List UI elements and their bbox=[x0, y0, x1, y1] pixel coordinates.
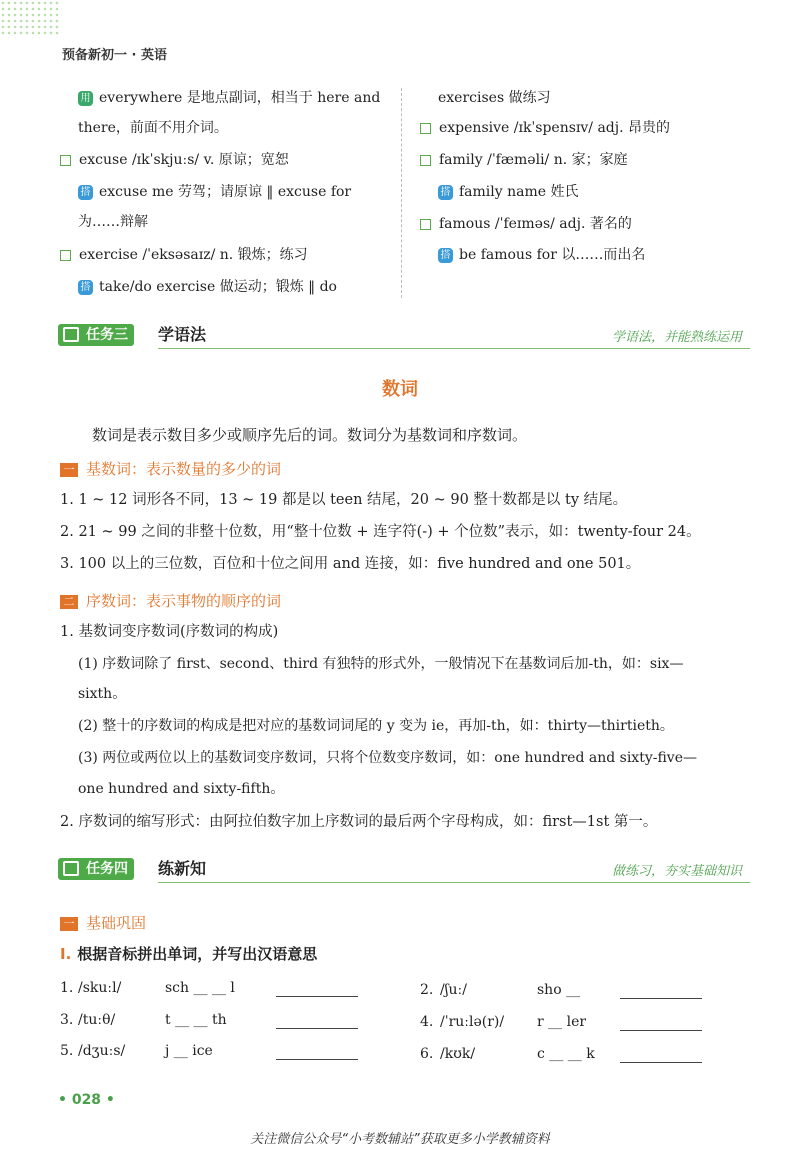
ordinal-sub1-line1: (1) 序数词除了 first、second、third 有独特的形式外，一般情况下在基数词后加-th，如：six— bbox=[78, 656, 684, 672]
task4-label-text: 任务四 bbox=[86, 861, 128, 877]
exercise-entry-text: exercise /ˈeksəsaɪz/ n. 锻炼；练习 bbox=[79, 247, 308, 263]
task4-label bbox=[58, 858, 134, 880]
checkbox-icon bbox=[60, 155, 71, 166]
vocab-entry-expensive bbox=[420, 118, 670, 138]
everywhere-note-line1 bbox=[78, 88, 380, 108]
book-icon bbox=[63, 327, 79, 342]
family-phrase-text: family name 姓氏 bbox=[459, 184, 579, 200]
task4-hint: 做练习，夯实基础知识 bbox=[611, 864, 742, 879]
section-cardinal-title: 基数词：表示数量的多少的词 bbox=[86, 460, 282, 478]
practice-section-title: 基础巩固 bbox=[86, 914, 147, 932]
vocab-entry-famous bbox=[420, 214, 632, 234]
exercise-item-phonetic: /ˈruːlə(r)/ bbox=[440, 1014, 505, 1030]
task3-bar bbox=[58, 324, 750, 348]
ordinal-item-1: 1. 基数词变序数词(序数词的构成) bbox=[60, 624, 279, 640]
checkbox-icon bbox=[420, 219, 431, 230]
task4-name: 练新知 bbox=[158, 859, 207, 878]
section-ordinal-heading bbox=[60, 590, 281, 611]
excuse-phrase-text-1: excuse me 劳驾；请原谅 ‖ excuse for bbox=[99, 184, 352, 200]
family-phrase-line bbox=[438, 182, 579, 202]
question-heading bbox=[60, 944, 317, 964]
expensive-entry-text: expensive /ɪkˈspensɪv/ adj. 昂贵的 bbox=[439, 120, 671, 136]
footer-note: 关注微信公众号“小考数辅站”获取更多小学教辅资料 bbox=[250, 1132, 550, 1147]
excuse-phrase-line2: 为……辩解 bbox=[78, 214, 148, 230]
page-number: • 028 • bbox=[58, 1092, 115, 1108]
excuse-entry-text: excuse /ɪkˈskjuːs/ v. 原谅；宽恕 bbox=[79, 152, 289, 168]
everywhere-note-text-1: everywhere 是地点副词，相当于 here and bbox=[99, 90, 381, 106]
exercise-item-phonetic: /tuːθ/ bbox=[78, 1012, 116, 1028]
exercise-item-word: t __ __ th bbox=[165, 1012, 227, 1028]
ordinal-sub3-line1: (3) 两位或两位以上的基数词变序数词，只将个位数变序数词，如：one hundred and sixty-five— bbox=[78, 750, 697, 766]
grammar-title: 数词 bbox=[382, 379, 418, 400]
notes-icon bbox=[63, 861, 79, 876]
exercise-item-number: 1. bbox=[60, 980, 74, 996]
vocab-entry-excuse bbox=[60, 150, 289, 170]
exercise-item-number: 4. bbox=[420, 1014, 434, 1030]
answer-blank[interactable] bbox=[620, 1030, 702, 1031]
famous-entry-text: famous /ˈfeɪməs/ adj. 著名的 bbox=[439, 216, 632, 232]
cardinal-item-1: 1. 1 ~ 12 词形各不同，13 ~ 19 都是以 teen 结尾，20 ~ 90 整十数都是以 ty 结尾。 bbox=[60, 492, 628, 508]
task3-rule bbox=[158, 348, 750, 349]
task4-rule bbox=[158, 882, 750, 883]
exercise-item-number: 6. bbox=[420, 1046, 434, 1062]
section-cardinal-heading bbox=[60, 458, 281, 479]
exercise-item-phonetic: /skuːl/ bbox=[78, 980, 122, 996]
famous-phrase-line bbox=[438, 245, 645, 265]
ordinal-sub1-line2: sixth。 bbox=[78, 686, 127, 702]
collocation-tag-icon: 搭 bbox=[78, 185, 93, 200]
checkbox-icon bbox=[60, 250, 71, 261]
answer-blank[interactable] bbox=[620, 1062, 702, 1063]
page-number-text: 028 bbox=[71, 1092, 102, 1108]
collocation-tag-icon: 搭 bbox=[78, 280, 93, 295]
exercise-item-word: c __ __ k bbox=[537, 1046, 595, 1062]
family-entry-text: family /ˈfæməli/ n. 家；家庭 bbox=[439, 152, 628, 168]
task3-hint: 学语法，并能熟练运用 bbox=[611, 330, 742, 345]
answer-blank[interactable] bbox=[620, 998, 702, 999]
cardinal-item-2: 2. 21 ~ 99 之间的非整十位数，用“整十位数 + 连字符(-) + 个位数”表示，如：twenty-four 24。 bbox=[60, 524, 701, 540]
exercise-item-number: 2. bbox=[420, 982, 434, 998]
task4-bar bbox=[58, 858, 750, 882]
exercise-item-number: 5. bbox=[60, 1043, 74, 1059]
exercise-item-word: sho __ bbox=[537, 982, 581, 998]
question-roman-numeral: I. bbox=[60, 945, 72, 963]
famous-phrase-text: be famous for 以……而出名 bbox=[459, 247, 646, 263]
exercise-item-phonetic: /kʊk/ bbox=[440, 1046, 476, 1062]
exercise-item-phonetic: /dʒuːs/ bbox=[78, 1043, 126, 1059]
grammar-intro: 数词是表示数目多少或顺序先后的词。数词分为基数词和序数词。 bbox=[92, 426, 528, 444]
collocation-tag-icon: 搭 bbox=[438, 248, 453, 263]
excuse-phrase-line1 bbox=[78, 182, 351, 202]
answer-blank[interactable] bbox=[276, 1028, 358, 1029]
section-number-badge: 二 bbox=[60, 595, 78, 609]
checkbox-icon bbox=[420, 155, 431, 166]
task3-name: 学语法 bbox=[158, 325, 207, 344]
section-number-badge: 一 bbox=[60, 463, 78, 477]
cardinal-item-3: 3. 100 以上的三位数，百位和十位之间用 and 连接，如：five hundred and one 501。 bbox=[60, 556, 641, 572]
section-ordinal-title: 序数词：表示事物的顺序的词 bbox=[86, 592, 282, 610]
vocab-entry-family bbox=[420, 150, 628, 170]
collocation-tag-icon: 搭 bbox=[438, 185, 453, 200]
answer-blank[interactable] bbox=[276, 1059, 358, 1060]
exercise-item-word: j __ ice bbox=[165, 1043, 213, 1059]
ordinal-item-2: 2. 序数词的缩写形式：由阿拉伯数字加上序数词的最后两个字母构成，如：first—1st 第一。 bbox=[60, 814, 658, 830]
everywhere-note-line2: there，前面不用介词。 bbox=[78, 120, 228, 136]
column-divider bbox=[401, 88, 402, 298]
corner-dot-pattern bbox=[0, 0, 62, 38]
vocab-entry-exercise bbox=[60, 245, 308, 265]
exercise-phrase-text: take/do exercise 做运动；锻炼 ‖ do bbox=[99, 279, 337, 295]
answer-blank[interactable] bbox=[276, 996, 358, 997]
task3-label bbox=[58, 324, 134, 346]
usage-tag-icon: 用 bbox=[78, 91, 93, 106]
ordinal-sub3-line2: one hundred and sixty-fifth。 bbox=[78, 781, 285, 797]
exercise-item-phonetic: /ʃuː/ bbox=[440, 982, 467, 998]
page-header-title: 预备新初一 · 英语 bbox=[62, 48, 167, 63]
exercise-item-number: 3. bbox=[60, 1012, 74, 1028]
exercise-item-word: sch __ __ l bbox=[165, 980, 235, 996]
checkbox-icon bbox=[420, 123, 431, 134]
task3-label-text: 任务三 bbox=[86, 327, 128, 343]
exercise-phrase-line bbox=[78, 277, 337, 297]
practice-section-heading bbox=[60, 912, 146, 933]
exercise-phrase-cont: exercises 做练习 bbox=[438, 90, 551, 106]
section-number-badge: 一 bbox=[60, 917, 78, 931]
question-title: 根据音标拼出单词，并写出汉语意思 bbox=[77, 945, 318, 963]
ordinal-sub2: (2) 整十的序数词的构成是把对应的基数词词尾的 y 变为 ie，再加-th，如：thirty—thirtieth。 bbox=[78, 718, 674, 734]
exercise-item-word: r __ ler bbox=[537, 1014, 587, 1030]
